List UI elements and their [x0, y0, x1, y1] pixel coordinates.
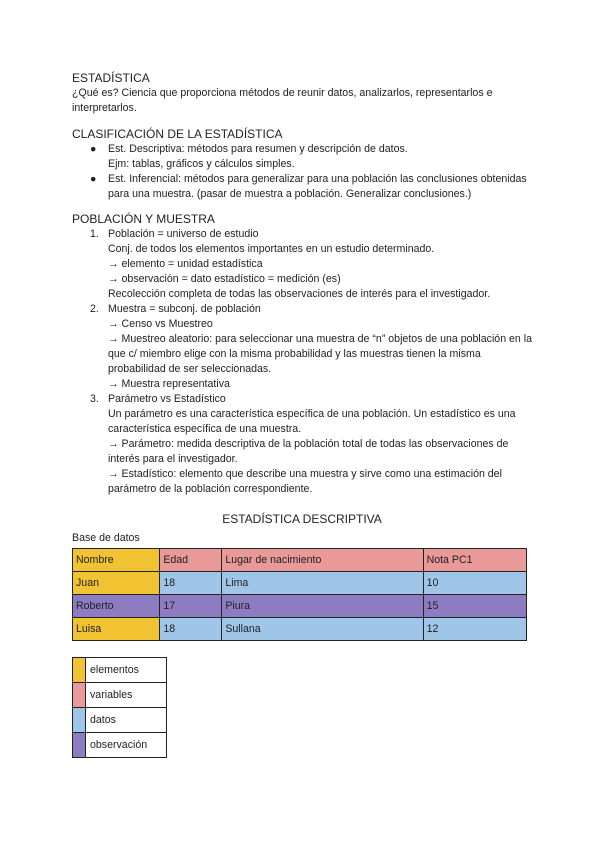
table-header-cell: Nota PC1 — [423, 549, 526, 572]
table-row — [73, 595, 527, 618]
list-number: 2. — [90, 303, 99, 315]
doc-title: ESTADÍSTICA — [72, 71, 150, 85]
color-legend — [72, 657, 167, 758]
list-line: → Parámetro: medida descriptiva de la población total de todas las observaciones de interés para el investigador. — [108, 438, 509, 465]
list-item-text: Est. Descriptiva: métodos para resumen y descripción de datos. — [108, 143, 408, 155]
list-item — [72, 392, 532, 497]
legend-swatch — [73, 708, 86, 733]
table-cell: Sullana — [222, 618, 423, 641]
table-label: Base de datos — [72, 532, 140, 544]
legend-label: datos — [86, 708, 167, 733]
legend-row — [73, 658, 167, 683]
list-item-text: Est. Inferencial: métodos para generalizar para una población las conclusiones obtenidas para una muestra. (pasar de muestra a población. Generalizar conclusiones.) — [108, 173, 527, 200]
table-header-cell: Nombre — [73, 549, 160, 572]
poblacion-heading: POBLACIÓN Y MUESTRA — [72, 212, 215, 226]
table-cell: Juan — [73, 572, 160, 595]
list-item — [72, 302, 532, 392]
list-item-text: Ejm: tablas, gráficos y cálculos simples. — [108, 158, 295, 170]
bullet-icon: ● — [90, 143, 97, 155]
legend-row — [73, 708, 167, 733]
table-cell: 18 — [160, 572, 222, 595]
list-item — [72, 227, 532, 302]
list-line: → Estadístico: elemento que describe una muestra y sirve como una estimación del parámetro de la población correspondiente. — [108, 468, 502, 495]
table-cell: 18 — [160, 618, 222, 641]
legend-swatch — [73, 733, 86, 758]
clasificacion-list — [72, 142, 532, 202]
legend-row — [73, 683, 167, 708]
table-header-row — [73, 549, 527, 572]
descriptiva-heading: ESTADÍSTICA DESCRIPTIVA — [222, 512, 382, 526]
list-line: Conj. de todos los elementos importantes en un estudio determinado. — [108, 243, 435, 255]
table-header-cell: Lugar de nacimiento — [222, 549, 423, 572]
table-header-cell: Edad — [160, 549, 222, 572]
list-number: 3. — [90, 393, 99, 405]
table-cell: Piura — [222, 595, 423, 618]
list-line: Un parámetro es una característica específica de una población. Un estadístico es una característica específica de una muestra. — [108, 408, 516, 435]
data-table — [72, 548, 527, 641]
bullet-icon: ● — [90, 173, 97, 185]
list-line: → Censo vs Muestreo — [108, 318, 213, 330]
table-cell: Roberto — [73, 595, 160, 618]
list-line: → elemento = unidad estadística — [108, 258, 263, 270]
table-cell: Luisa — [73, 618, 160, 641]
legend-swatch — [73, 658, 86, 683]
table-row — [73, 618, 527, 641]
clasificacion-heading: CLASIFICACIÓN DE LA ESTADÍSTICA — [72, 127, 283, 141]
poblacion-list — [72, 227, 532, 497]
table-cell: 12 — [423, 618, 526, 641]
document-page — [72, 70, 532, 758]
legend-label: observación — [86, 733, 167, 758]
list-line: → Muestra representativa — [108, 378, 230, 390]
list-item — [72, 142, 532, 172]
table-cell: Lima — [222, 572, 423, 595]
legend-row — [73, 733, 167, 758]
table-cell: 10 — [423, 572, 526, 595]
list-line: → observación = dato estadístico = medición (es) — [108, 273, 341, 285]
list-item — [72, 172, 532, 202]
intro-text: ¿Qué es? Ciencia que proporciona métodos de reunir datos, analizarlos, representarlos e interpretarlos. — [72, 87, 493, 114]
list-line: Muestra = subconj. de población — [108, 303, 261, 315]
table-cell: 17 — [160, 595, 222, 618]
legend-label: variables — [86, 683, 167, 708]
table-cell: 15 — [423, 595, 526, 618]
legend-label: elementos — [86, 658, 167, 683]
table-row — [73, 572, 527, 595]
list-line: Recolección completa de todas las observaciones de interés para el investigador. — [108, 288, 491, 300]
list-line: Parámetro vs Estadístico — [108, 393, 226, 405]
list-line: Población = universo de estudio — [108, 228, 259, 240]
list-line: → Muestreo aleatorio: para seleccionar una muestra de “n” objetos de una población en la que c/ miembro elige con la misma probabilidad y las muestras tienen la misma probabilidad de ser seleccionadas. — [108, 333, 533, 375]
list-number: 1. — [90, 228, 99, 240]
legend-swatch — [73, 683, 86, 708]
